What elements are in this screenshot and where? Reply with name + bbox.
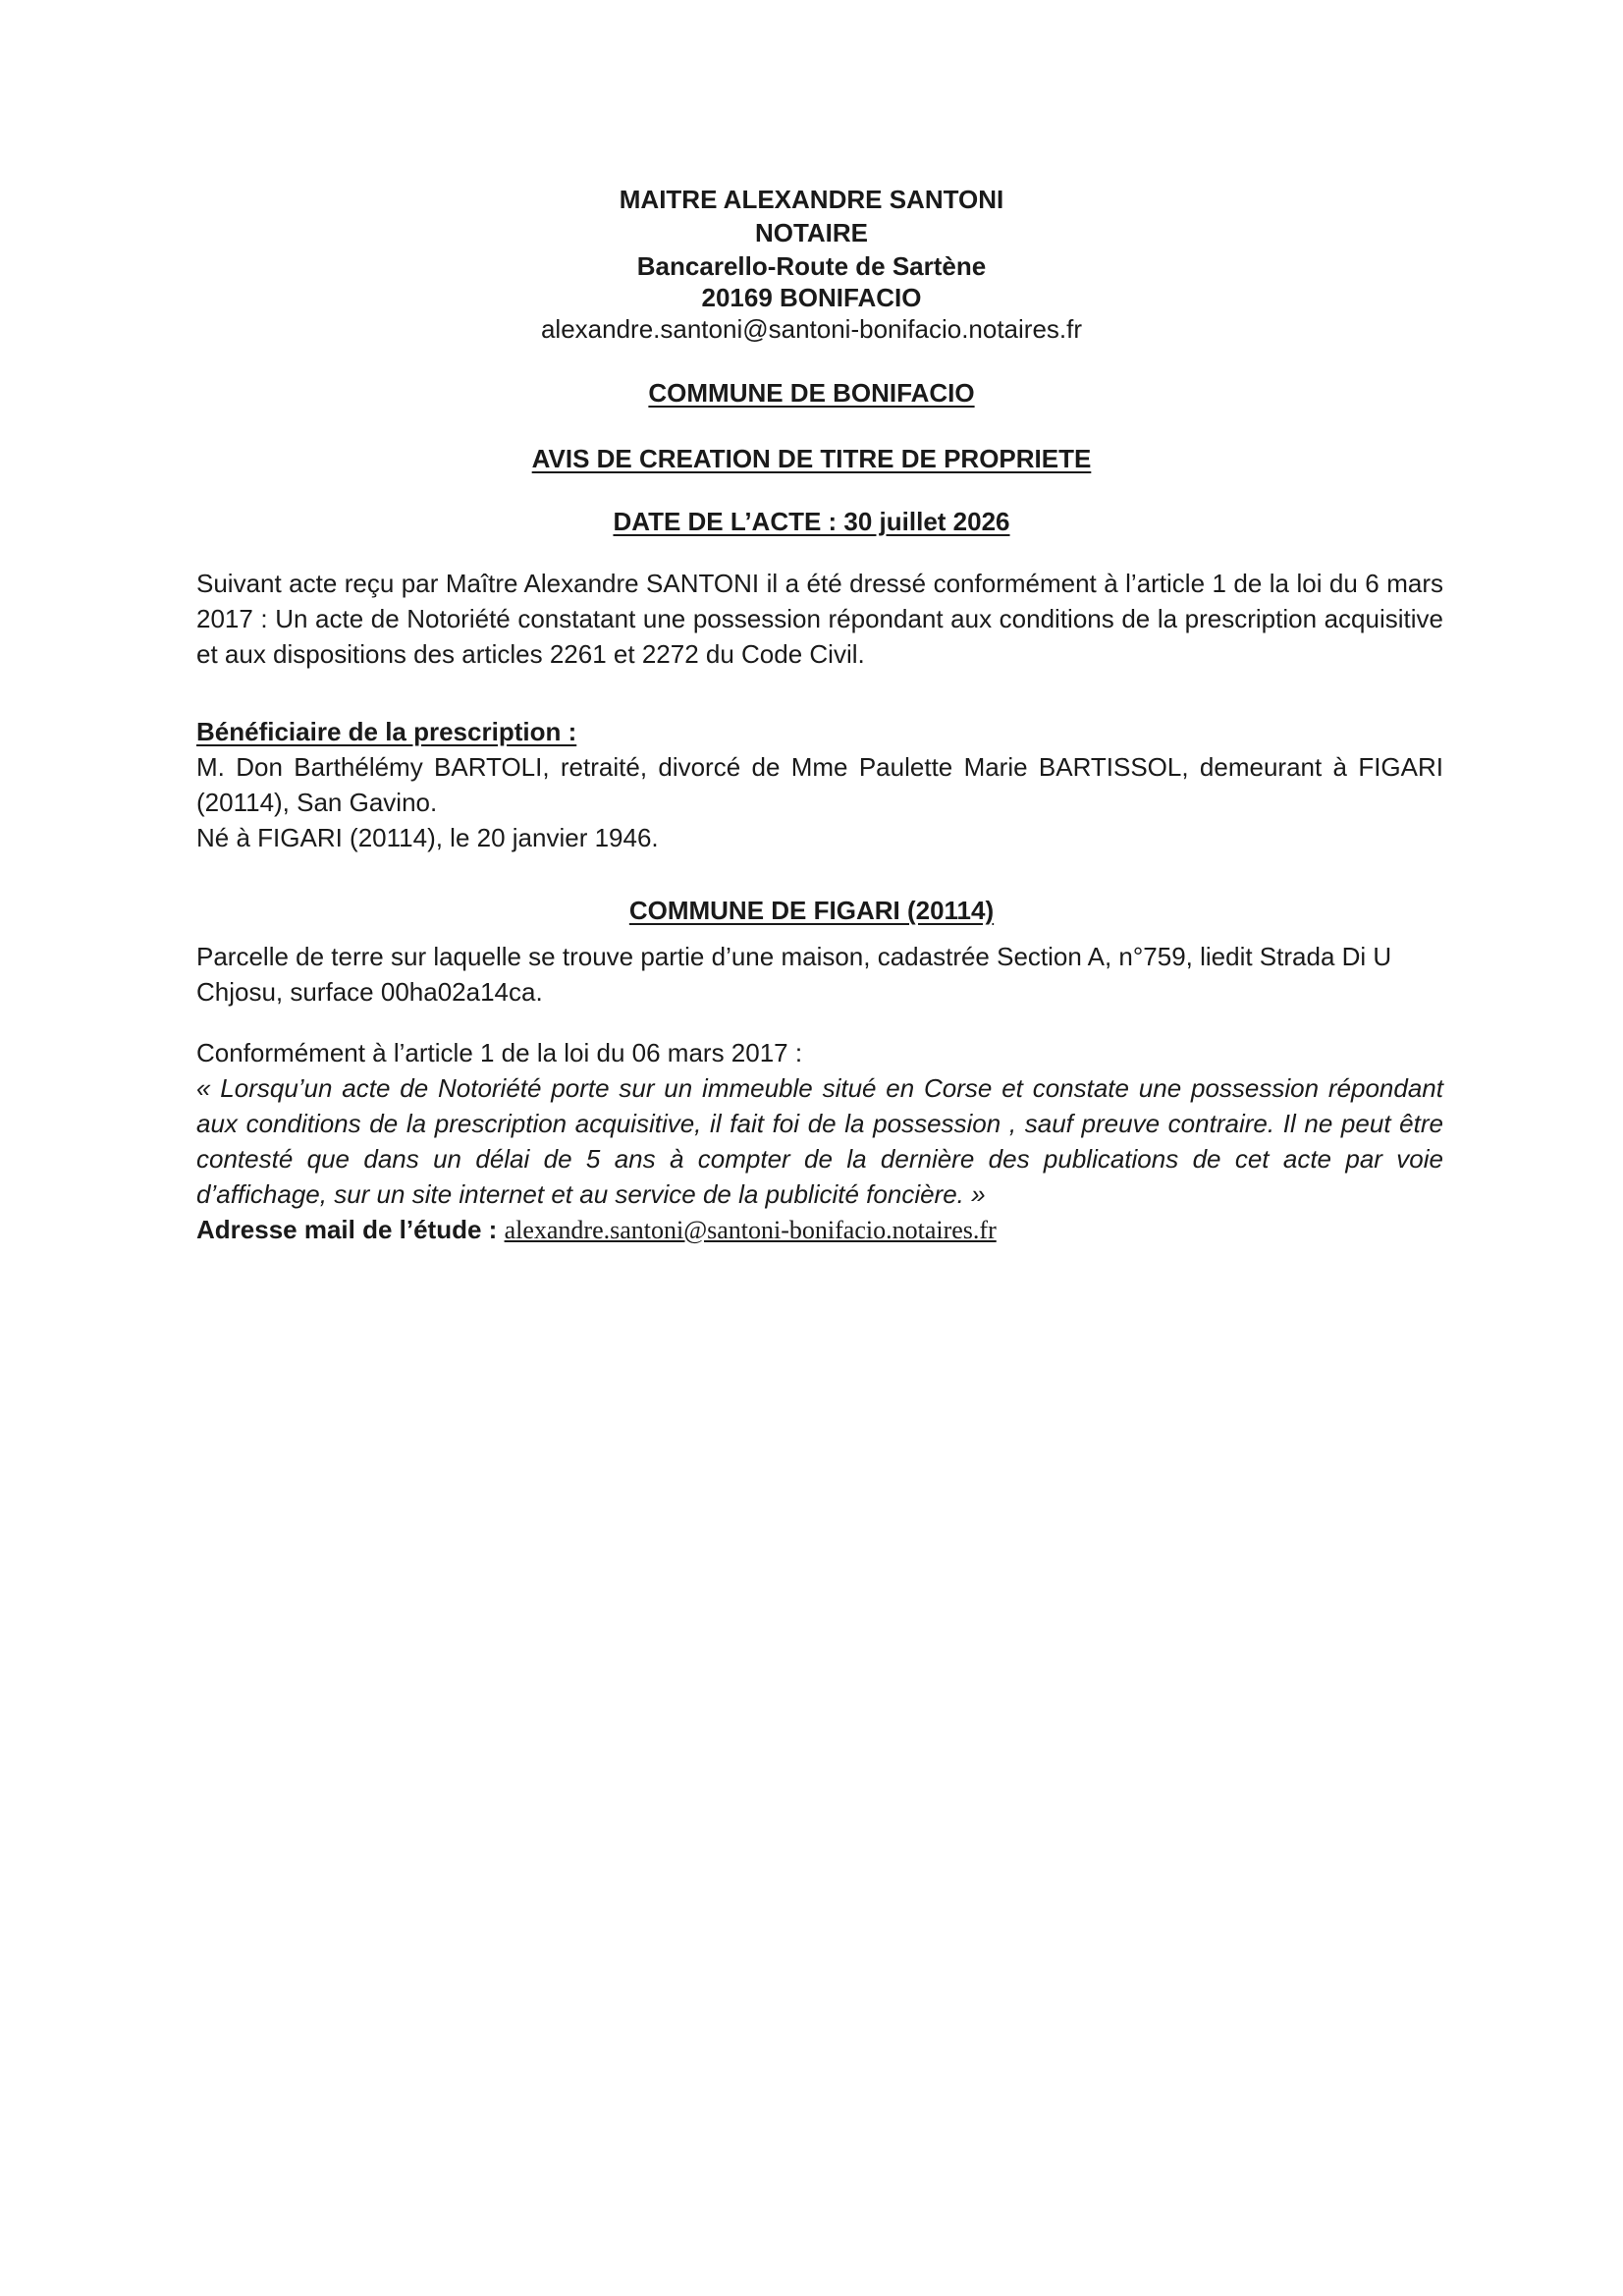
study-email-line xyxy=(196,1212,1443,1248)
conformement-intro: Conformément à l’article 1 de la loi du 06 mars 2017 : xyxy=(196,1038,803,1067)
notary-email: alexandre.santoni@santoni-bonifacio.notaires.fr xyxy=(540,314,1083,344)
notary-title: NOTAIRE xyxy=(754,218,869,247)
beneficiaire-label: Bénéficiaire de la prescription : xyxy=(196,717,577,746)
notary-address: Bancarello-Route de Sartène xyxy=(636,251,987,281)
commune-bonifacio-heading: COMMUNE DE BONIFACIO xyxy=(648,378,975,408)
intro-paragraph: Suivant acte reçu par Maître Alexandre SANTONI il a été dressé conformément à l’article 1 de la loi du 6 mars 2017 : Un acte de Notoriété constatant une possession répondant aux conditions de la prescription acquisitive et aux dispositions des articles 2261 et 2272 du Code Civil. xyxy=(196,569,1443,669)
avis-heading: AVIS DE CREATION DE TITRE DE PROPRIETE xyxy=(531,444,1092,473)
conformement-quote: « Lorsqu’un acte de Notoriété porte sur un immeuble situé en Corse et constate une possession répondant aux conditions de la prescription acquisitive, il fait foi de la possession , sauf preuve contraire. Il ne peut être contesté que dans un délai de 5 ans à compter de la dernière des publications de cet acte par voie d’affichage, sur un site internet et au service de la publicité foncière. » xyxy=(196,1073,1443,1209)
notary-name: MAITRE ALEXANDRE SANTONI xyxy=(619,185,1004,214)
commune-figari-heading: COMMUNE DE FIGARI (20114) xyxy=(628,896,995,925)
beneficiaire-birth: Né à FIGARI (20114), le 20 janvier 1946. xyxy=(196,823,659,852)
parcelle-paragraph: Parcelle de terre sur laquelle se trouve partie d’une maison, cadastrée Section A, n°759, liedit Strada Di U Chjosu, surface 00ha02a14ca. xyxy=(196,942,1392,1007)
beneficiaire-text: M. Don Barthélémy BARTOLI, retraité, divorcé de Mme Paulette Marie BARTISSOL, demeurant à FIGARI (20114), San Gavino. xyxy=(196,752,1443,817)
study-email-label: Adresse mail de l’étude : xyxy=(196,1215,505,1244)
study-email-link[interactable]: alexandre.santoni@santoni-bonifacio.notaires.fr xyxy=(504,1216,997,1244)
conformement-section xyxy=(196,1035,1443,1248)
date-acte-heading: DATE DE L’ACTE : 30 juillet 2026 xyxy=(613,507,1010,536)
notary-city: 20169 BONIFACIO xyxy=(701,283,922,312)
beneficiaire-section xyxy=(196,714,1443,855)
